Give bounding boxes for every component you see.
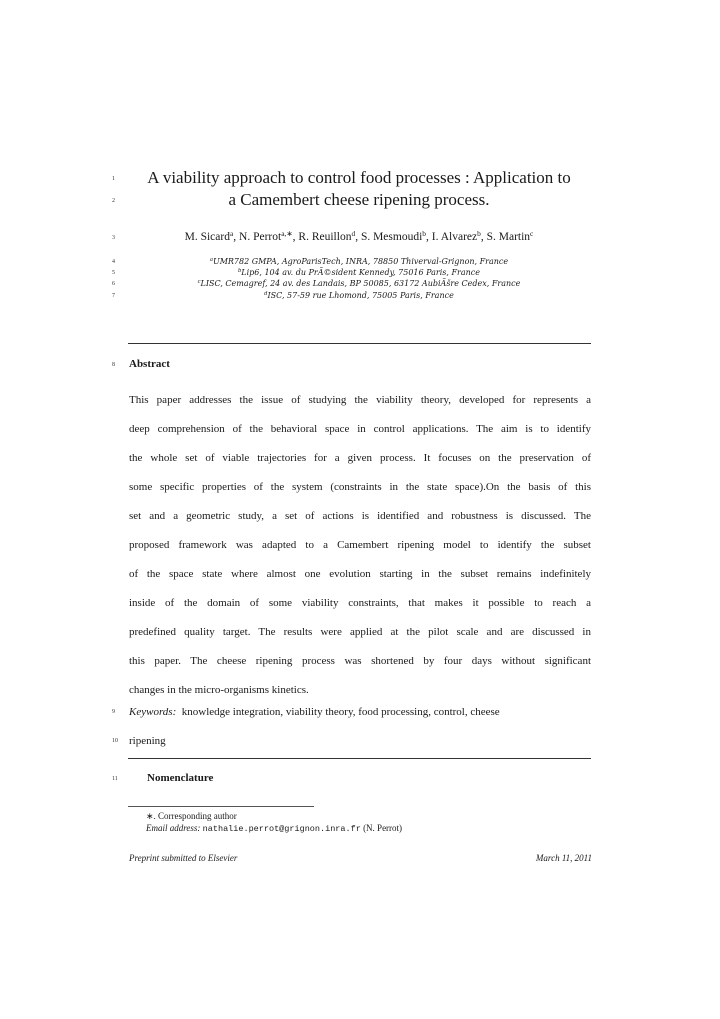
affiliation: $^d$ISC, 57-59 rue Lhomond, 75005 Paris, France	[264, 291, 454, 300]
author: S. Mesmoudi$^b$	[360, 228, 427, 243]
abstract-line: predefined quality target. The results were applied at the pilot scale and are discussed in	[129, 626, 591, 638]
abstract-line: set and a geometric study, a set of actions is identified and robustness is discussed. The	[129, 510, 591, 522]
keywords-text: knowledge integration, viability theory, food processing, control, cheese	[181, 706, 500, 718]
abstract-line: this paper. The cheese ripening process was shortened by four days without significant	[129, 655, 591, 667]
line-number: 1	[112, 176, 115, 182]
footer-date: March 11, 2011	[535, 853, 592, 863]
title-line-2: a Camembert cheese ripening process.	[228, 190, 490, 209]
email-label: Email address:	[146, 823, 201, 833]
line-number: 7	[112, 293, 115, 299]
abstract-line: changes in the micro-organisms kinetics.	[129, 684, 309, 696]
author: R. Reuillon$^d$	[298, 228, 356, 243]
footnote-email	[146, 822, 402, 835]
email-address[interactable]: nathalie.perrot@grignon.inra.fr	[202, 824, 361, 834]
line-number: 6	[112, 281, 115, 287]
line-number: 4	[112, 259, 115, 265]
author: N. Perrot$^{a,∗}$	[239, 228, 293, 243]
line-number: 11	[112, 776, 118, 782]
affiliation: $^b$Lip6, 104 av. du PrÃ©sident Kennedy, 75016 Paris, France	[237, 268, 481, 277]
divider	[128, 343, 591, 344]
footnote-corresponding: ∗. Corresponding author	[146, 811, 237, 821]
keywords	[129, 705, 591, 719]
abstract-line: of the space state where almost one evolution starting in the subset remains indefinitely	[129, 568, 591, 580]
abstract-line: proposed framework was adapted to a Camembert ripening model to identify the subset	[129, 539, 591, 551]
author: I. Alvarez$^b$	[431, 228, 481, 243]
line-number: 10	[112, 738, 118, 744]
abstract-line: inside of the domain of some viability constraints, that makes it possible to reach a	[129, 597, 591, 609]
line-number: 9	[112, 709, 115, 715]
author-list: M. Sicard$^a$, N. Perrot$^{a,∗}$, R. Reuillon$^d$, S. Mesmoudi$^b$, I. Alvarez$^b$, S. Martin$^c$	[184, 228, 534, 243]
abstract-line: the whole set of viable trajectories for a given process. It focuses on the preservation of	[129, 452, 591, 464]
keywords-continued: ripening	[129, 735, 166, 747]
affiliation: $^c$LISC, Cemagref, 24 av. des Landais, BP 50085, 63172 AubiÃšre Cedex, France	[197, 279, 521, 288]
footer-preprint: Preprint submitted to Elsevier	[129, 853, 238, 863]
email-owner: (N. Perrot)	[363, 823, 403, 833]
paper-title	[124, 167, 594, 211]
nomenclature-heading: Nomenclature	[147, 772, 214, 784]
abstract-line: some specific properties of the system (constraints in the state space).On the basis of this	[129, 481, 591, 493]
affiliation: $^a$UMR782 GMPA, AgroParisTech, INRA, 78850 Thiverval-Grignon, France	[209, 257, 509, 266]
line-number: 5	[112, 270, 115, 276]
keywords-label: Keywords:	[129, 706, 177, 718]
abstract-heading: Abstract	[129, 358, 170, 370]
line-number: 2	[112, 198, 115, 204]
author: M. Sicard$^a$	[184, 228, 234, 243]
abstract-line: deep comprehension of the behavioral space in control applications. The aim is to identify	[129, 423, 591, 435]
line-number: 8	[112, 362, 115, 368]
title-line-1: A viability approach to control food processes : Application to	[147, 168, 571, 187]
divider	[128, 758, 591, 759]
abstract-line: This paper addresses the issue of studying the viability theory, developed for represents a	[129, 394, 591, 406]
author: S. Martin$^c$	[486, 228, 534, 243]
footnote-rule	[128, 806, 314, 807]
line-number: 3	[112, 235, 115, 241]
